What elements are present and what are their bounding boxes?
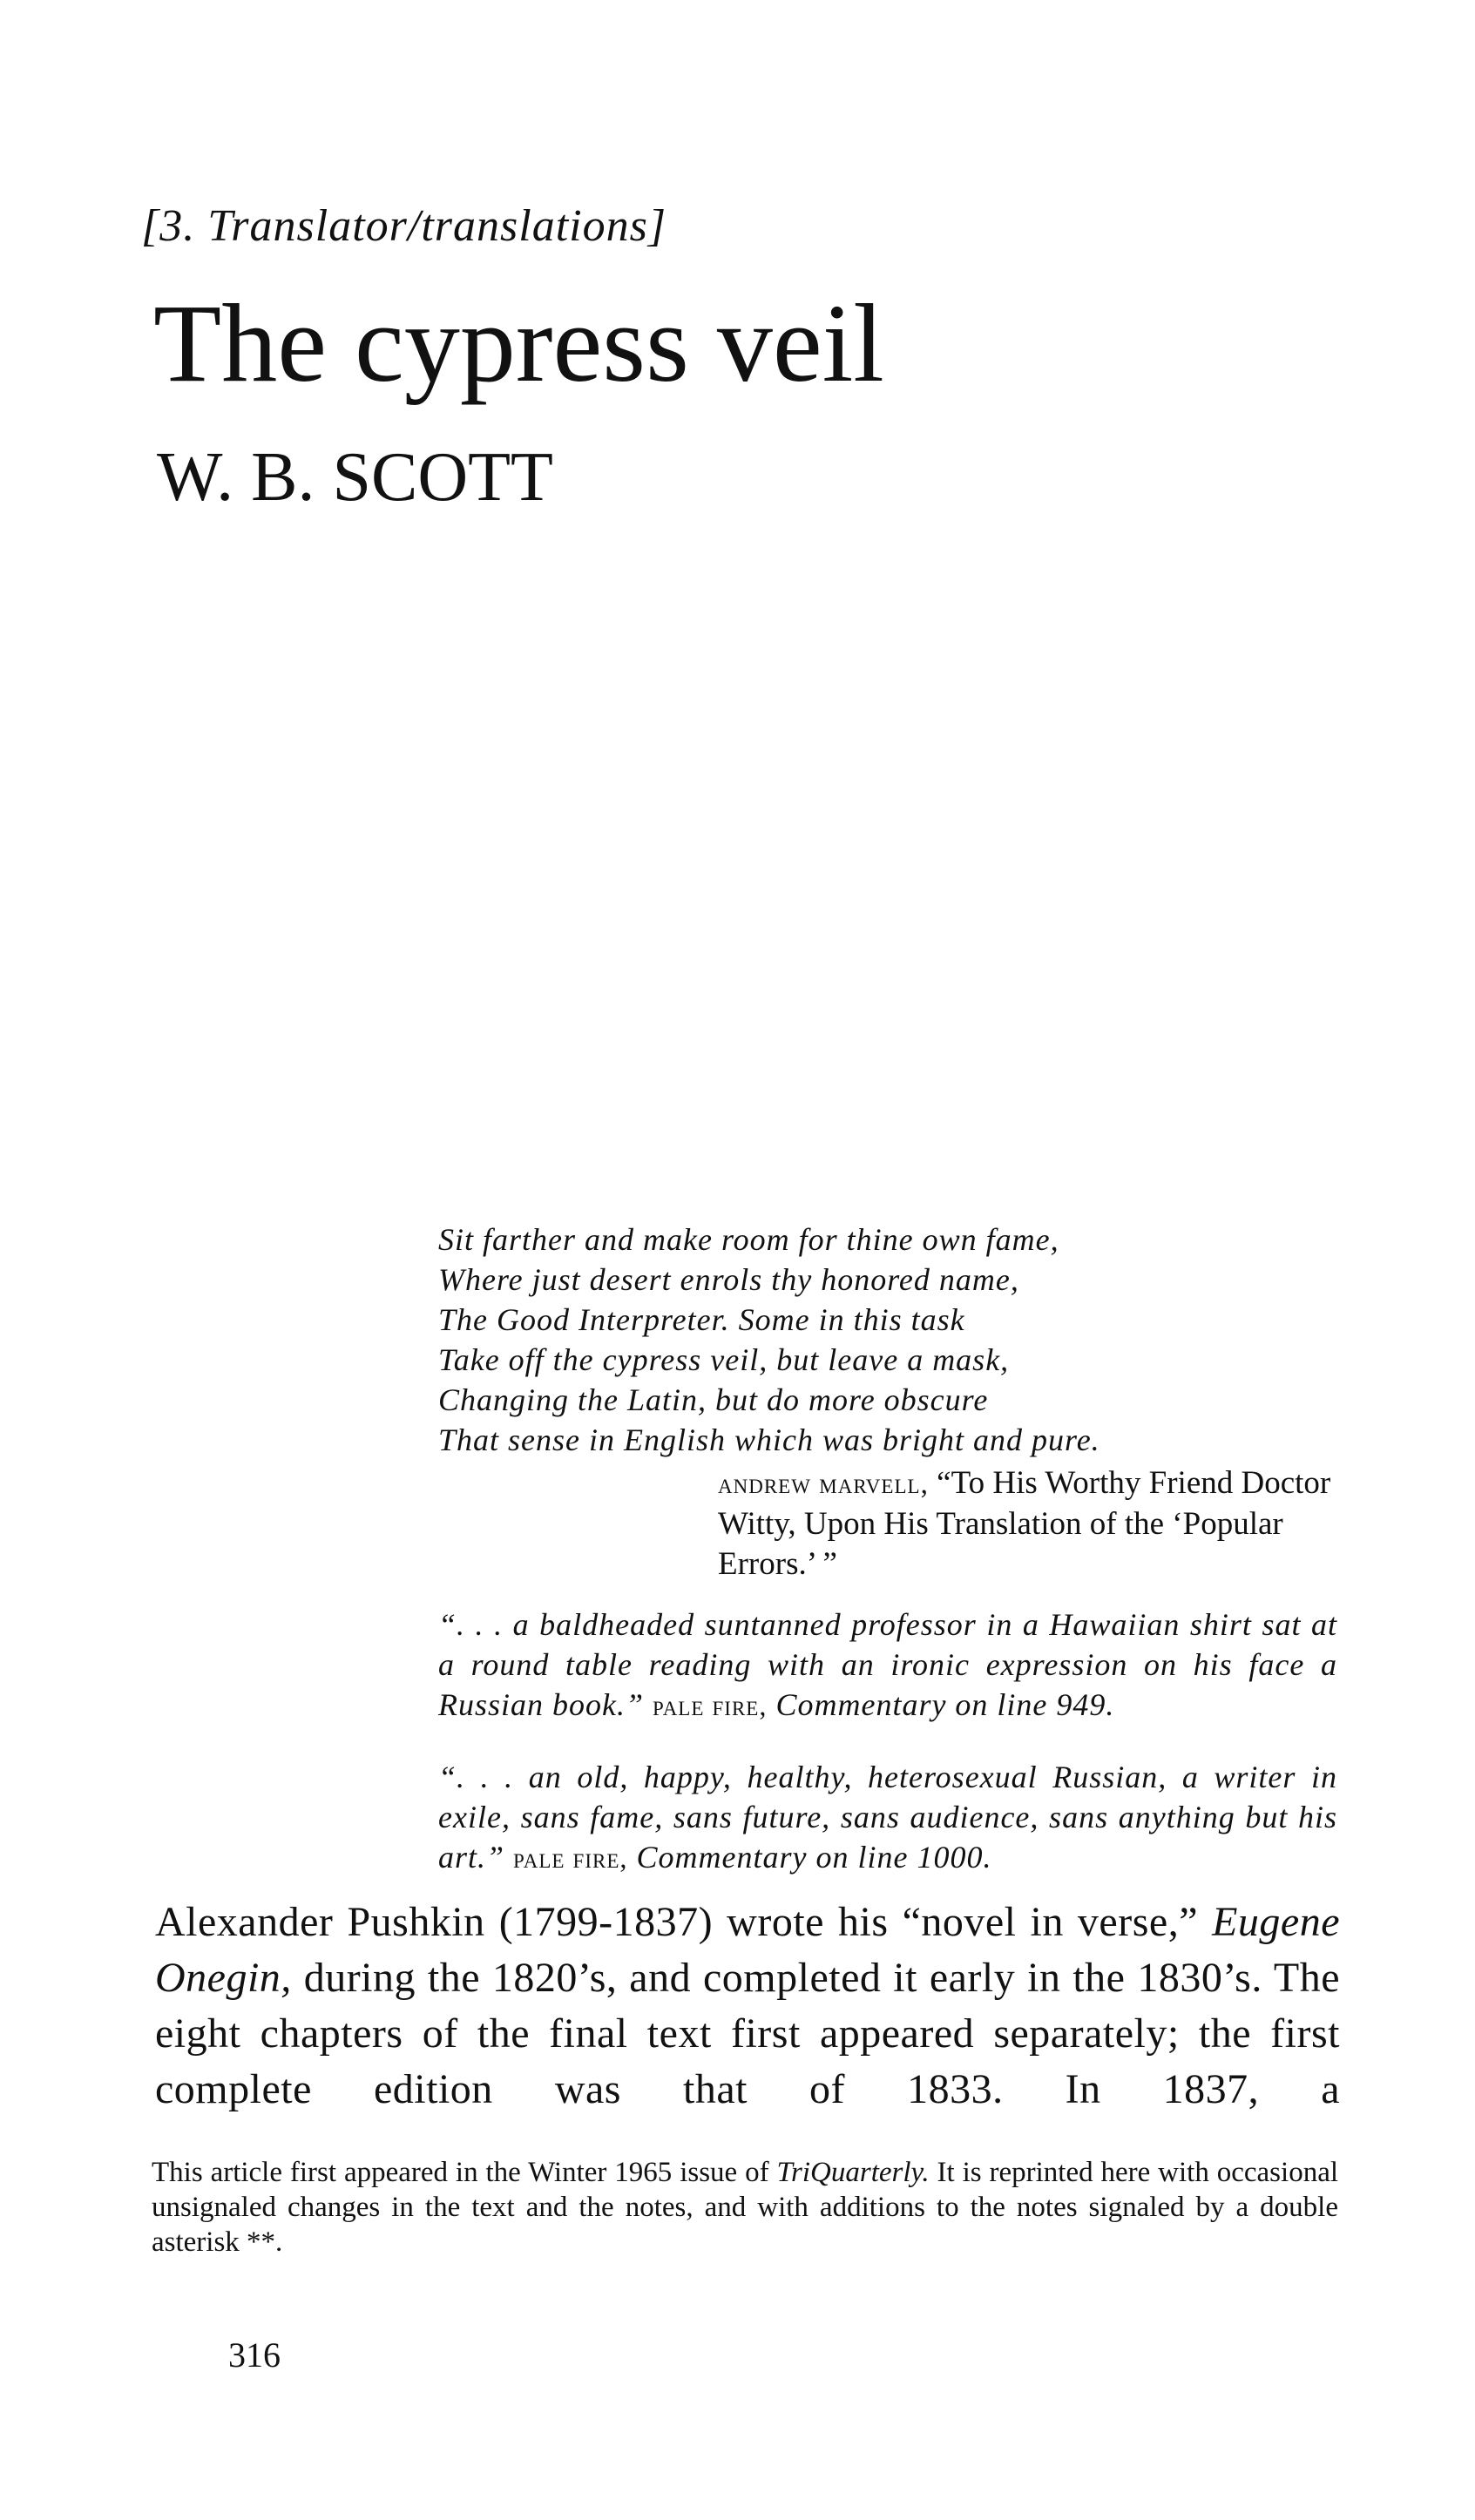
verse-line: The Good Interpreter. Some in this task bbox=[438, 1302, 965, 1337]
verse-attribution bbox=[718, 1463, 1338, 1584]
verse-line: Changing the Latin, but do more obscure bbox=[438, 1382, 989, 1417]
body-text-rest: during the 1820’s, and completed it early in the 1830’s. The eight chapters of the final text first appeared separately; the first complete edition was that of 1833. In 1837, a bbox=[155, 1955, 1340, 2112]
article-title: The cypress veil bbox=[153, 281, 884, 405]
verse-line: Sit farther and make room for thine own fame, bbox=[438, 1222, 1059, 1257]
page-number: 316 bbox=[228, 2335, 281, 2375]
epigraph-quote-text: “. . . a baldheaded suntanned professor in a Hawaiian shirt sat at a round table reading with an ironic expression on his face a Russian book.” bbox=[438, 1607, 1337, 1722]
journal-name: TriQuarterly. bbox=[776, 2157, 930, 2188]
verse-epigraph bbox=[438, 1219, 1336, 1460]
attribution-author: andrew marvell, bbox=[718, 1468, 929, 1500]
footnote-text-start: This article first appeared in the Winter 1965 issue of bbox=[152, 2157, 777, 2188]
verse-line: Take off the cypress veil, but leave a mask, bbox=[438, 1342, 1010, 1377]
epigraph-source: pale fire, bbox=[653, 1691, 768, 1722]
prose-epigraph-1 bbox=[438, 1605, 1337, 1726]
footnote bbox=[152, 2155, 1338, 2260]
verse-line: That sense in English which was bright and pure. bbox=[438, 1422, 1100, 1457]
section-label: [3. Translator/translations] bbox=[141, 201, 667, 251]
body-paragraph bbox=[155, 1895, 1340, 2118]
footnote-text-end: It is reprinted here with occasional unsignaled changes in the text and the notes, and with additions to the notes signaled by a double asterisk **. bbox=[152, 2157, 1339, 2258]
epigraph-source: pale fire, bbox=[513, 1843, 628, 1875]
prose-epigraph-2 bbox=[438, 1757, 1337, 1879]
article-author: W. B. SCOTT bbox=[157, 439, 553, 516]
verse-line: Where just desert enrols thy honored name, bbox=[438, 1262, 1019, 1297]
epigraph-location: Commentary on line 949. bbox=[775, 1687, 1115, 1722]
epigraph-quote-text: “. . . an old, happy, healthy, heterosexual Russian, a writer in exile, sans fame, sans future, sans audience, sans anything but his art.” bbox=[438, 1760, 1337, 1875]
epigraph-location: Commentary on line 1000. bbox=[636, 1840, 992, 1875]
work-title: Eugene Onegin, bbox=[155, 1899, 1340, 2001]
attribution-work: “To His Worthy Friend Doctor Witty, Upon His Translation of the ‘Popular Errors.’ ” bbox=[718, 1465, 1331, 1582]
body-text-start: Alexander Pushkin (1799-1837) wrote his “novel in verse,” bbox=[155, 1899, 1213, 1945]
